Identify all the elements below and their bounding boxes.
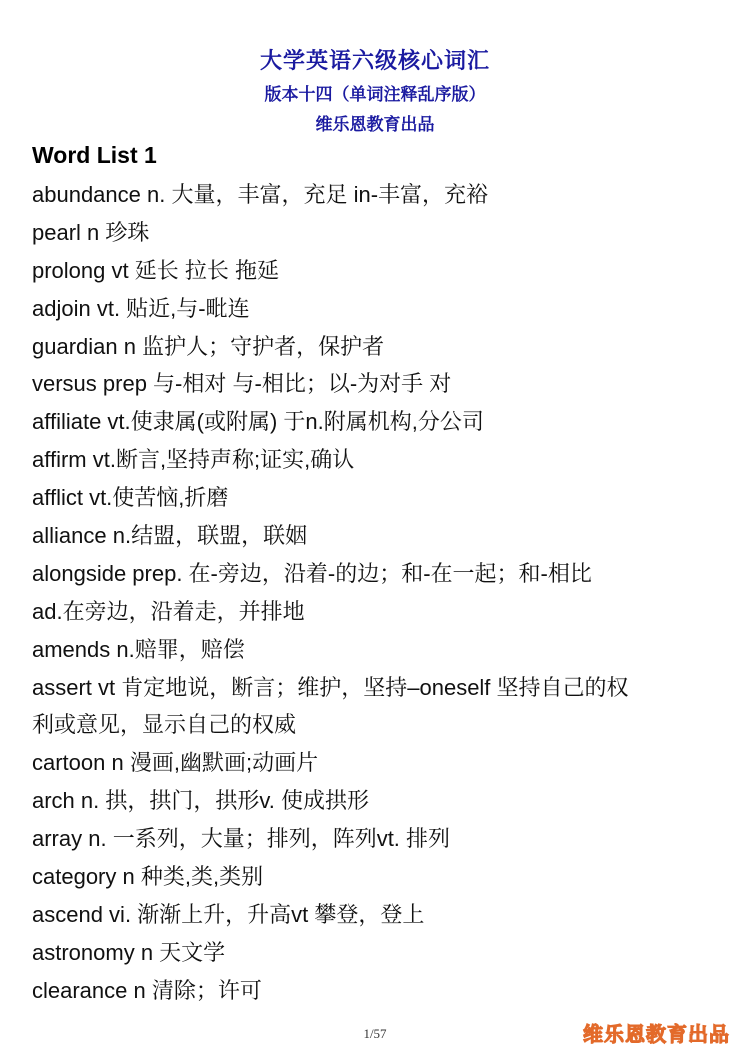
- vocabulary-entry: affiliate vt.使隶属(或附属) 于n.附属机构,分公司: [32, 409, 484, 435]
- vocabulary-entry: pearl n 珍珠: [32, 219, 150, 245]
- vocabulary-entry: cartoon n 漫画,幽默画;动画片: [32, 750, 319, 776]
- vocabulary-entry: alongside prep. 在-旁边，沿着-的边；和-在一起；和-相比: [32, 560, 592, 586]
- vocabulary-entry: adjoin vt. 贴近,与-毗连: [32, 295, 250, 321]
- vocabulary-entry: assert vt 肯定地说，断言；维护，坚持–oneself 坚持自己的权: [32, 674, 629, 700]
- vocabulary-entry: versus prep 与-相对 与-相比；以-为对手 对: [32, 371, 452, 397]
- vocabulary-entry-continuation: 利或意见，显示自己的权威: [32, 712, 297, 738]
- vocabulary-entry: clearance n 清除；许可: [32, 977, 262, 1003]
- page-title: 大学英语六级核心词汇: [259, 48, 490, 73]
- vocabulary-entry: affirm vt.断言,坚持声称;证实,确认: [32, 447, 355, 473]
- vocabulary-entry-continuation: ad.在旁边，沿着走，并排地: [32, 598, 305, 624]
- vocabulary-list: [32, 176, 732, 1010]
- vocabulary-entry: afflict vt.使苦恼,折磨: [32, 485, 229, 511]
- watermark-logo: 维乐恩教育出品: [583, 1024, 730, 1046]
- word-list-heading: Word List 1: [32, 142, 157, 168]
- publisher-line: 维乐恩教育出品: [315, 115, 435, 134]
- page-subtitle: 版本十四（单词注释乱序版）: [264, 85, 486, 104]
- vocabulary-entry: astronomy n 天文学: [32, 939, 226, 965]
- vocabulary-entry: array n. 一系列，大量；排列，阵列vt. 排列: [32, 826, 451, 852]
- vocabulary-entry: category n 种类,类,类别: [32, 864, 264, 890]
- vocabulary-entry: arch n. 拱，拱门，拱形v. 使成拱形: [32, 788, 369, 814]
- vocabulary-entry: alliance n.结盟，联盟，联姻: [32, 523, 308, 549]
- vocabulary-entry: ascend vi. 渐渐上升，升高vt 攀登，登上: [32, 901, 425, 927]
- vocabulary-entry: abundance n. 大量，丰富，充足 in-丰富，充裕: [32, 182, 489, 207]
- vocabulary-entry: amends n.赔罪，赔偿: [32, 636, 245, 662]
- page-number: 1/57: [363, 1026, 387, 1041]
- vocabulary-entry: guardian n 监护人；守护者，保护者: [32, 333, 385, 359]
- vocabulary-entry: prolong vt 延长 拉长 拖延: [32, 257, 279, 283]
